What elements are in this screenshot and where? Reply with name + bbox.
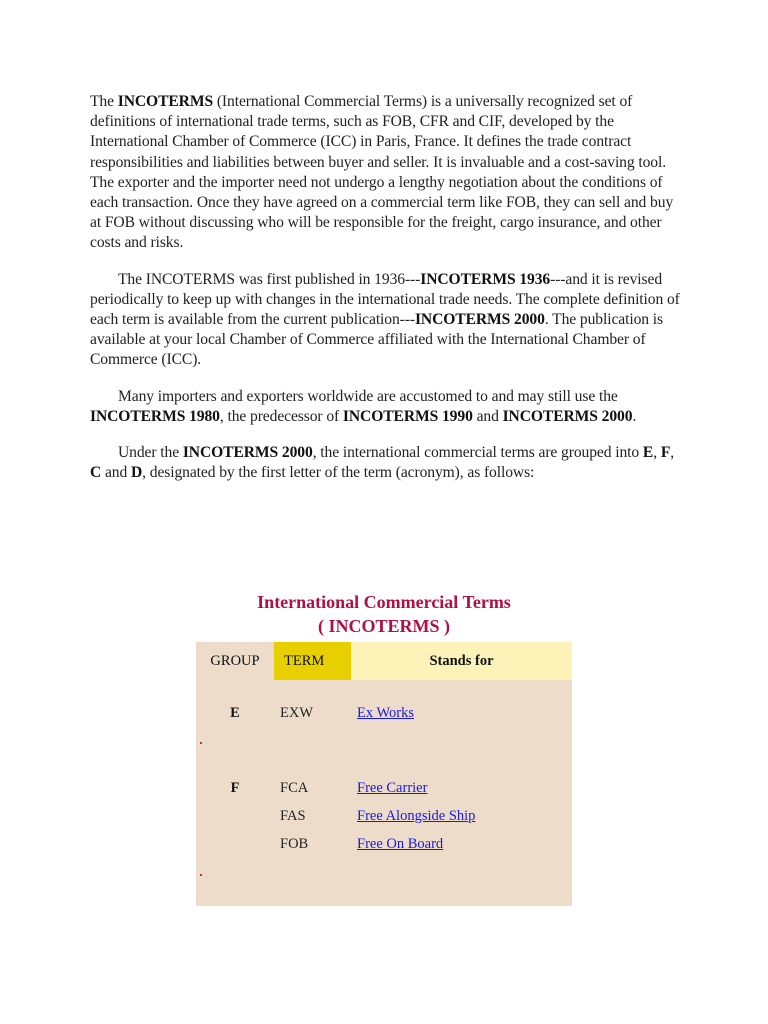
header-stands-for: Stands for xyxy=(351,642,572,680)
table-title-line1: International Commercial Terms xyxy=(257,592,511,612)
row-marker xyxy=(200,742,202,744)
term-exw: EXW xyxy=(280,705,314,721)
incoterms-table xyxy=(196,642,572,906)
document-body xyxy=(90,92,680,499)
table-title-line2: ( INCOTERMS ) xyxy=(317,616,450,636)
row-marker xyxy=(200,874,202,876)
group-label-f: F xyxy=(230,780,240,796)
header-group: GROUP xyxy=(210,653,260,669)
term-fob: FOB xyxy=(280,836,309,852)
header-term: TERM xyxy=(274,642,351,680)
term-fca: FCA xyxy=(280,780,309,796)
table-title xyxy=(196,590,572,638)
link-ex-works[interactable]: Ex Works xyxy=(357,705,414,721)
group-label-e: E xyxy=(230,705,240,721)
paragraph-4: Under the INCOTERMS 2000, the international commercial terms are grouped into E, F, C and D, designated by the first letter of the term (acronym), as follows: xyxy=(90,444,675,482)
paragraph-2: The INCOTERMS was first published in 1936---INCOTERMS 1936---and it is revised periodically to keep up with changes in the international trade needs. The complete definition of each term is available from the current publication---INCOTERMS 2000. The publication is available at your local Chamber of Commerce affiliated with the International Chamber of Commerce (ICC). xyxy=(90,270,680,369)
link-free-carrier[interactable]: Free Carrier xyxy=(357,780,428,796)
paragraph-1: The INCOTERMS (International Commercial Terms) is a universally recognized set of definitions of international trade terms, such as FOB, CFR and CIF, developed by the International Chamber of Commerce (ICC) in Paris, France. It defines the trade contract responsibilities and liabilities between buyer and seller. It is invaluable and a cost-saving tool. The exporter and the importer need not undergo a lengthy negotiation about the conditions of each transaction. Once they have agreed on a commercial term like FOB, they can sell and buy at FOB without discussing who will be responsible for the freight, cargo insurance, and other costs and risks. xyxy=(90,93,674,252)
link-free-alongside-ship[interactable]: Free Alongside Ship xyxy=(357,808,476,824)
link-free-on-board[interactable]: Free On Board xyxy=(357,836,444,852)
paragraph-3: Many importers and exporters worldwide are accustomed to and may still use the INCOTERMS 1980, the predecessor of INCOTERMS 1990 and INCOTERMS 2000. xyxy=(90,387,637,425)
term-fas: FAS xyxy=(280,808,306,824)
